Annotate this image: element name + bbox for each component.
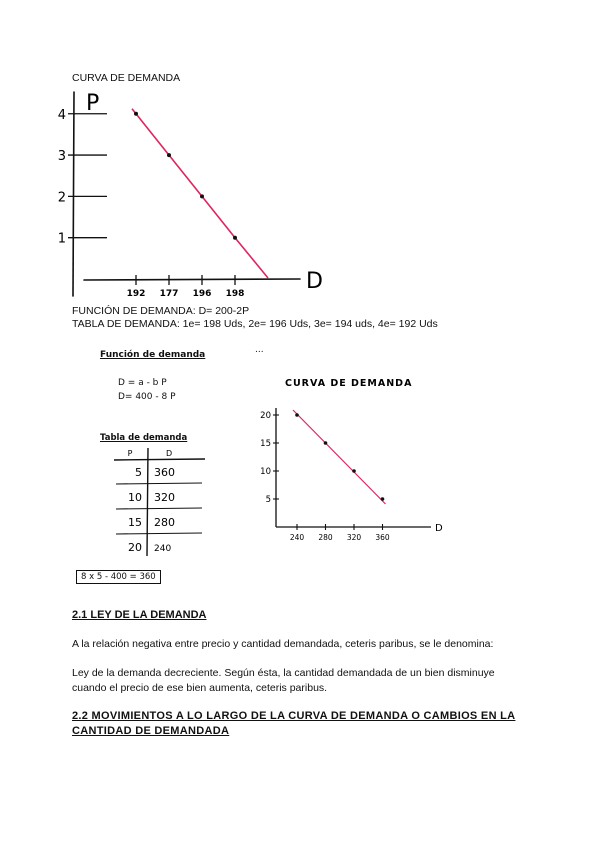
data-point [167, 153, 171, 157]
x-tick-label: 192 [126, 289, 146, 299]
y-tick-label: 20 [260, 411, 271, 421]
y-tick-label: 5 [265, 495, 271, 505]
y-tick-label: 1 [57, 231, 66, 247]
table-cell-d: 240 [154, 544, 172, 554]
data-point [200, 194, 204, 198]
calculation-box: 8 x 5 - 400 = 360 [76, 570, 161, 584]
x-tick-label: 177 [159, 289, 179, 299]
table-cell-d: 320 [154, 491, 175, 504]
section-title: CURVA DE DEMANDA [72, 72, 181, 84]
demand-curve-chart-2 [245, 372, 455, 547]
y-tick-label: 15 [260, 439, 271, 449]
x-tick-label: 320 [346, 533, 362, 542]
demand-table-text: TABLA DE DEMANDA: 1e= 198 Uds, 2e= 196 Uds, 3e= 194 uds, 4e= 192 Uds [72, 318, 438, 330]
function-note-title: Función de demanda [100, 350, 206, 360]
data-point [381, 497, 385, 501]
y-axis [73, 92, 74, 296]
table-cell-p: 20 [128, 541, 142, 554]
paragraph-1: A la relación negativa entre precio y cantidad demandada, ceteris paribus, se le denomina: [72, 638, 494, 650]
data-point [295, 413, 299, 417]
data-point [324, 441, 328, 445]
table-cell-d: 280 [154, 516, 175, 529]
table-cell-d: 360 [154, 466, 175, 479]
table-cell-p: 15 [128, 516, 142, 529]
y-axis-label: P [86, 91, 100, 116]
chart-2-title: CURVA DE DEMANDA [285, 378, 413, 389]
data-point [134, 112, 138, 116]
paragraph-2-line-1: Ley de la demanda decreciente. Según ésta, la cantidad demandada de un bien disminuye [72, 667, 495, 679]
x-tick-label: 198 [225, 289, 245, 299]
demand-function-text: FUNCIÓN DE DEMANDA: D= 200-2P [72, 305, 250, 317]
x-axis-label: D [435, 523, 443, 534]
x-tick-label: 196 [192, 289, 212, 299]
x-axis [84, 279, 300, 280]
table-cell-p: 5 [135, 466, 142, 479]
y-tick-label: 10 [260, 467, 271, 477]
section-heading-ley-demanda: 2.1 LEY DE LA DEMANDA [72, 609, 207, 621]
y-tick-label: 4 [57, 107, 66, 123]
demand-table-handwritten [110, 446, 220, 558]
data-point [233, 236, 237, 240]
y-tick-label: 3 [57, 149, 66, 165]
x-tick-label: 280 [318, 533, 333, 542]
x-axis-label: D [306, 269, 323, 294]
demand-line [293, 410, 386, 504]
y-tick-label: 2 [57, 190, 66, 206]
section-heading-movimientos-2: CANTIDAD DE DEMANDADA [72, 725, 230, 737]
table-header-d: D [166, 449, 173, 458]
table-row-divider [116, 508, 202, 509]
dots-note: ... [255, 345, 264, 355]
section-heading-movimientos-1: 2.2 MOVIMIENTOS A LO LARGO DE LA CURVA DE DEMANDA O CAMBIOS EN LA [72, 710, 516, 722]
equation-general: D = a - b P [118, 378, 167, 388]
x-tick-label: 240 [289, 533, 305, 542]
data-point [352, 469, 356, 473]
demand-curve-chart-1 [57, 84, 340, 304]
table-note-title: Tabla de demanda [100, 433, 188, 443]
equation-specific: D= 400 - 8 P [118, 392, 176, 402]
x-tick-label: 360 [375, 533, 390, 542]
paragraph-2-line-2: cuando el precio de ese bien aumenta, ceteris paribus. [72, 682, 328, 694]
table-row-divider [116, 483, 202, 484]
demand-line [132, 109, 268, 278]
table-cell-p: 10 [128, 491, 142, 504]
table-header-p: P [127, 449, 133, 458]
table-row-divider [116, 533, 202, 534]
